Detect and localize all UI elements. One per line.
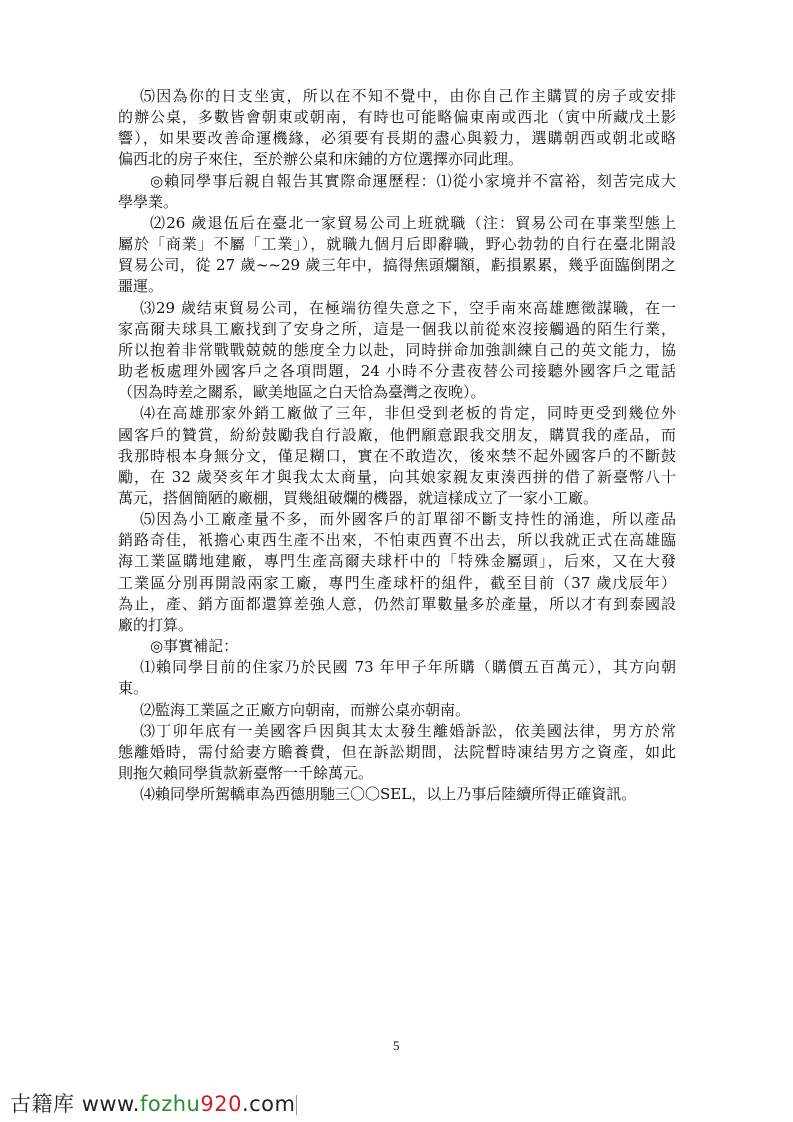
text-line: 工業區分別再開設兩家工廠，專門生產球杆的組件，截至目前（37 歲戊辰年） xyxy=(118,573,676,592)
text-line: 的辦公桌，多數皆會朝東或朝南，有時也可能略偏東南或西北（寅中所藏戊土影 xyxy=(118,108,676,127)
text-line: 學學業。 xyxy=(118,192,179,211)
text-line: 海工業區購地建廠，專門生產高爾夫球杆中的「特殊金屬頭」，后來，又在大發 xyxy=(118,552,676,571)
text-line: 東。 xyxy=(118,679,149,698)
text-line: 響），如果要改善命運機緣，必須要有長期的盡心與毅力，選購朝西或朝北或略 xyxy=(118,129,676,148)
divider xyxy=(296,1095,297,1115)
text-line: ⑴賴同學目前的住家乃於民國 73 年甲子年所購（購價五百萬元），其方向朝 xyxy=(140,658,676,677)
text-line: 我那時根本身無分文，僅足糊口，實在不敢造次，後來禁不起外國客戶的不斷鼓 xyxy=(118,446,676,465)
paragraph xyxy=(118,213,676,298)
text-line: ⑵監海工業區之正廠方向朝南，而辦公桌亦朝南。 xyxy=(140,700,471,719)
page-number: 5 xyxy=(393,1038,400,1053)
site-name: 古籍库 xyxy=(10,1092,75,1116)
text-line: 家高爾夫球具工廠找到了安身之所，這是一個我以前從來沒接觸過的陌生行業， xyxy=(118,319,676,338)
section-heading xyxy=(118,636,676,657)
watermark-footer xyxy=(10,1088,297,1118)
text-line: ◎賴同學事后親自報告其實際命運歷程：⑴從小家境并不富裕，刻苦完成大 xyxy=(150,171,676,190)
site-url xyxy=(82,1092,296,1116)
text-line: ⑸因為你的日支坐寅，所以在不知不覺中，由你自己作主購買的房子或安排 xyxy=(140,87,676,105)
paragraph xyxy=(118,721,676,784)
paragraph xyxy=(118,784,676,805)
document-body xyxy=(118,86,676,805)
paragraph xyxy=(118,403,676,509)
text-line: ⑷在高雄那家外銷工廠做了三年，非但受到老板的肯定，同時更受到幾位外 xyxy=(140,404,676,423)
paragraph xyxy=(118,700,676,721)
text-line: 勵，在 32 歲癸亥年才與我太太商量，向其娘家親友東湊西拼的借了新臺幣八十 xyxy=(118,467,676,486)
text-line: 偏西北的房子來住，至於辦公桌和床鋪的方位選擇亦同此理。 xyxy=(118,150,524,169)
text-line: 銷路奇佳，衹擔心東西生產不出來，不怕東西賣不出去，所以我就正式在高雄臨 xyxy=(118,531,676,550)
url-prefix: www. xyxy=(81,1092,140,1116)
text-line: ⑵26 歲退伍后在臺北一家貿易公司上班就職（注：貿易公司在事業型態上 xyxy=(150,213,676,232)
url-suffix: .com xyxy=(241,1092,296,1116)
text-line: ⑶丁卯年底有一美國客戶因與其太太發生離婚訴訟，依美國法律，男方於常 xyxy=(140,721,676,740)
text-line: 態離婚時，需付給妻方贍養費，但在訴訟期間，法院暫時凍结男方之資產，如此 xyxy=(118,742,676,761)
text-line: 則拖欠賴同學貨款新臺幣一千餘萬元。 xyxy=(118,764,374,782)
text-line: ⑶29 歲结束貿易公司，在極端彷徨失意之下，空手南來高雄應徵謀職，在一 xyxy=(140,298,676,317)
paragraph xyxy=(118,298,676,404)
text-line: 為止，產、銷方面都還算差強人意，仍然訂單數量多於產量，所以才有到泰國設 xyxy=(118,594,676,613)
text-line: 助老板處理外國客戶之各項問題，24 小時不分晝夜替公司接聽外國客戶之電話 xyxy=(118,362,676,381)
text-line: 萬元，搭個簡陋的廠棚，買幾組破爛的機器，就這樣成立了一家小工廠。 xyxy=(118,488,599,507)
paragraph xyxy=(118,171,676,213)
text-line: （因為時差之關系，歐美地區之白天恰為臺灣之夜晚）。 xyxy=(118,383,486,402)
text-line: 所以抱着非常戰戰兢兢的態度全力以赴，同時拼命加強訓練自己的英文能力，協 xyxy=(118,340,676,359)
url-green: fozhu xyxy=(139,1092,201,1116)
text-line: ⑷賴同學所駕轎車為西德朋馳三〇〇SEL，以上乃事后陸續所得正確資訊。 xyxy=(140,785,637,804)
text-line: 貿易公司，從 27 歲~~29 歲三年中，搞得焦頭爛額，虧損累累，幾乎面臨倒閉之 xyxy=(118,256,676,275)
text-line: ⑸因為小工廠產量不多，而外國客戶的訂單卻不斷支持性的涌進，所以產品 xyxy=(140,510,676,529)
paragraph xyxy=(118,509,676,636)
paragraph xyxy=(118,86,676,171)
text-line: 國客戶的贊賞，紛紛鼓勵我自行設廠，他們願意跟我交朋友，購買我的產品，而 xyxy=(118,425,676,444)
url-red: 920 xyxy=(200,1092,242,1116)
text-line: 屬於「商業」不屬「工業」），就職九個月后即辭職，野心勃勃的自行在臺北開設 xyxy=(118,235,676,254)
paragraph xyxy=(118,657,676,699)
text-line: ◎事實補記： xyxy=(150,637,239,656)
text-line: 噩運。 xyxy=(118,277,164,296)
text-line: 廠的打算。 xyxy=(118,615,194,634)
